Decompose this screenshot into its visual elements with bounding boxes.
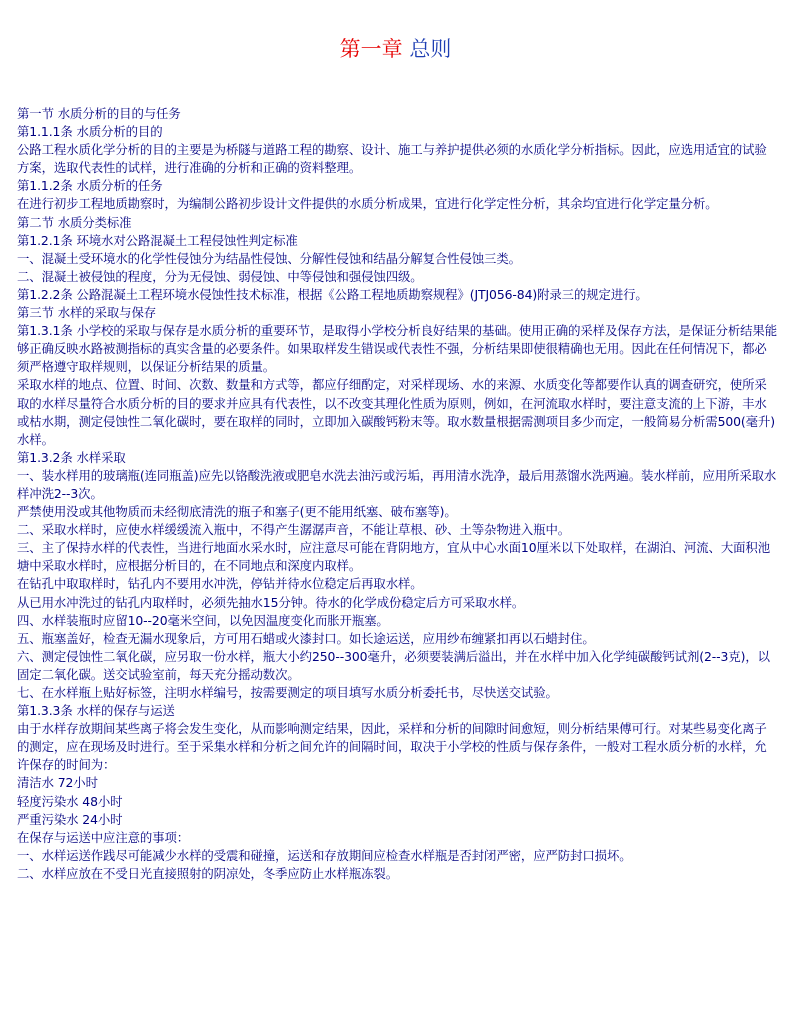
paragraph: 二、采取水样时，应使水样缓缓流入瓶中，不得产生潺潺声音，不能让草根、砂、土等杂物进入瓶中。 <box>17 522 571 538</box>
paragraph: 由于水样存放期间某些离子将会发生变化，从而影响测定结果，因此，采样和分析的间隙时间愈短，则分析结果傅可行。对某些易变化离子的测定，应在现场及时进行。至于采集水样和分析之间允许的间隔时间，取决于小学校的性质与保存条件，一般对工程水质分析的水样，允许保存的时间为： <box>17 721 767 773</box>
paragraph: 一、装水样用的玻璃瓶(连同瓶盖)应先以铬酸洗液或肥皂水洗去油污或污垢，再用清水洗净，最后用蒸馏水洗两遍。装水样前，应用所采取水样冲洗2--3次。 <box>17 467 777 501</box>
article-heading: 第1.3.2条 水样采取 <box>17 449 126 465</box>
document-body <box>17 105 777 883</box>
list-item: 严重污染水 24小时 <box>17 811 123 827</box>
paragraph: 四、水样装瓶时应留10--20毫米空间，以免因温度变化而胀开瓶塞。 <box>17 612 389 628</box>
paragraph: 在保存与运送中应注意的事项： <box>17 829 190 845</box>
paragraph: 从已用水冲洗过的钻孔内取样时，必须先抽水15分钟。待水的化学成份稳定后方可采取水样。 <box>17 594 525 610</box>
paragraph: 二、水样应放在不受日光直接照射的阴凉处，冬季应防止水样瓶冻裂。 <box>17 865 399 881</box>
paragraph: 一、水样运送作践尽可能减少水样的受震和碰撞，运送和存放期间应检查水样瓶是否封闭严密，应严防封口损坏。 <box>17 847 632 863</box>
list-item: 清洁水 72小时 <box>17 775 98 791</box>
list-item: 轻度污染水 48小时 <box>17 793 123 809</box>
chapter-title <box>0 34 791 64</box>
paragraph: 一、混凝土受环境水的化学性侵蚀分为结晶性侵蚀、分解性侵蚀和结晶分解复合性侵蚀三类。 <box>17 250 521 266</box>
paragraph: 三、主了保持水样的代表性，当进行地面水采水时，应注意尽可能在背阴地方，宜从中心水面10厘米以下处取样，在湖泊、河流、大面积池塘中采取水样时，应根据分析目的，在不同地点和深度内取样。 <box>17 540 771 574</box>
article-heading: 第1.1.1条 水质分析的目的 <box>17 124 163 140</box>
paragraph: 在进行初步工程地质勘察时，为编制公路初步设计文件提供的水质分析成果，宜进行化学定性分析，其余均宜进行化学定量分析。 <box>17 196 718 212</box>
paragraph: 六、测定侵蚀性二氧化碳，应另取一份水样，瓶大小约250--300毫升，必须要装满后溢出，并在水样中加入化学纯碳酸钙试剂(2--3克)，以固定二氧化碳。送交试验室前，每天充分摇动数次。 <box>17 648 770 682</box>
article-heading: 第1.1.2条 水质分析的任务 <box>17 178 163 194</box>
section-heading: 第一节 水质分析的目的与任务 <box>17 106 181 121</box>
paragraph: 七、在水样瓶上贴好标签，注明水样编号，按需要测定的项目填写水质分析委托书，尽快送交试验。 <box>17 685 558 700</box>
section-heading: 第二节 水质分类标准 <box>17 214 132 230</box>
chapter-name: 总则 <box>409 37 452 61</box>
article-heading: 第1.2.1条 环境水对公路混凝土工程侵蚀性判定标准 <box>17 232 298 248</box>
paragraph: 采取水样的地点、位置、时间、次数、数量和方式等，都应仔细酌定，对采样现场、水的来源、水质变化等都要作认真的调查研究，使所采取的水样尽量符合水质分析的目的要求并应具有代表性，以不改变其理化性质为原则，例如，在河流取水样时，要注意支流的上下游，丰水或枯水期，测定侵蚀性二氧化碳时，要在取样的同时，立即加入碳酸钙粉末等。取水数量根据需测项目多少而定，一般简易分析需500(毫升)水样。 <box>17 377 775 447</box>
section-heading: 第三节 水样的采取与保存 <box>17 305 157 321</box>
paragraph: 公路工程水质化学分析的目的主要是为桥隧与道路工程的勘察、设计、施工与养护提供必须的水质化学分析指标。因此，应选用适宜的试验方案，选取代表性的试样，进行准确的分析和正确的资料整理。 <box>17 142 767 176</box>
paragraph: 第1.3.1条 小学校的采取与保存是水质分析的重要环节，是取得小学校分析良好结果的基础。使用正确的采样及保存方法，是保证分析结果能够正确反映水路被测指标的真实含量的必要条件。如果取样发生错误或代表性不强，分析结果即使很精确也无用。因此在任何情况下，都必须严格遵守取样规则，以保证分析结果的质量。 <box>17 323 778 375</box>
article-heading: 第1.3.3条 水样的保存与运送 <box>17 703 175 719</box>
paragraph: 严禁使用没或其他物质而未经彻底清洗的瓶子和塞子(更不能用纸塞、破布塞等)。 <box>17 504 457 520</box>
chapter-number: 第一章 <box>339 37 403 61</box>
paragraph: 五、瓶塞盖好，检查无漏水现象后，方可用石蜡或火漆封口。如长途运送，应用纱布缠紧扣再以石蜡封住。 <box>17 630 595 646</box>
paragraph: 在钻孔中取取样时，钻孔内不要用水冲洗，停钻并待水位稳定后再取水样。 <box>17 576 423 592</box>
paragraph: 二、混凝土被侵蚀的程度，分为无侵蚀、弱侵蚀、中等侵蚀和强侵蚀四级。 <box>17 268 423 284</box>
article-heading: 第1.2.2条 公路混凝土工程环境水侵蚀性技术标准，根据《公路工程地质勘察规程》(JTJ056-84)附录三的规定进行。 <box>17 286 648 302</box>
